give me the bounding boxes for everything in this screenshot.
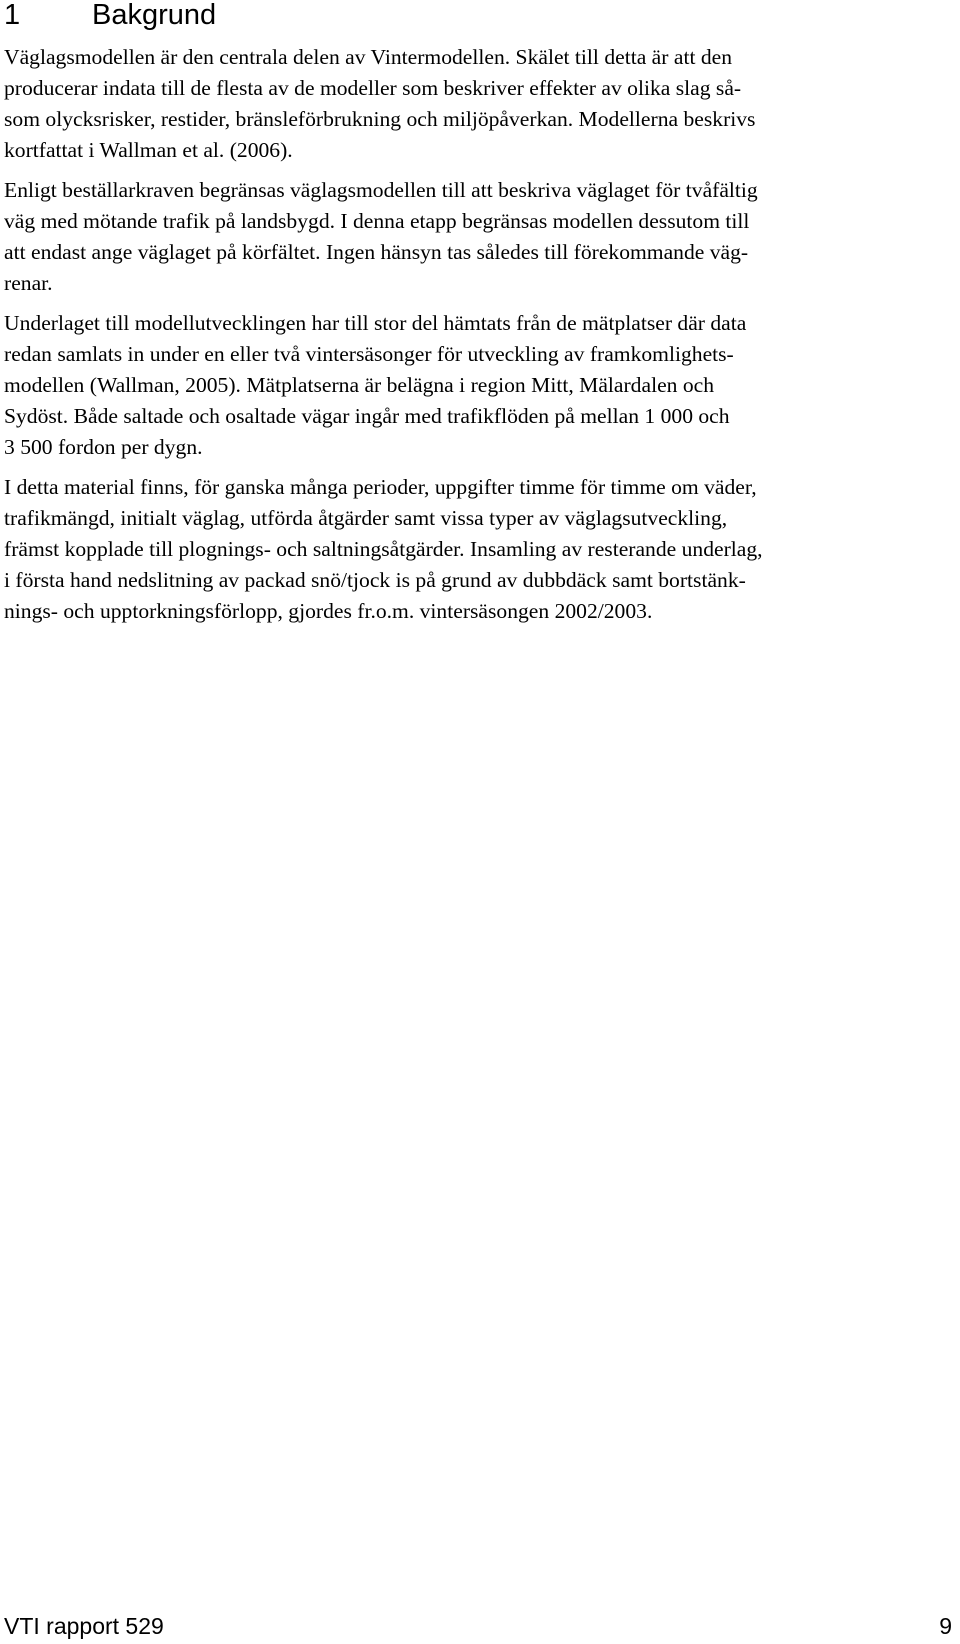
section-number: 1 xyxy=(4,0,21,31)
text-line: Väglagsmodellen är den centrala delen av Vintermodellen. Skälet till detta är att den xyxy=(4,45,733,69)
text-line: som olycksrisker, restider, bränsleförbrukning och miljöpåverkan. Modellerna beskrivs xyxy=(4,107,756,131)
text-line: Underlaget till modellutvecklingen har till stor del hämtats från de mätplatser där data xyxy=(4,311,747,335)
text-line: 3 500 fordon per dygn. xyxy=(4,435,203,459)
body-text xyxy=(4,42,954,636)
text-line: Sydöst. Både saltade och osaltade vägar ingår med trafikflöden på mellan 1 000 och xyxy=(4,404,730,428)
text-line: främst kopplade till plognings- och saltningsåtgärder. Insamling av resterande underlag, xyxy=(4,537,763,561)
text-line: I detta material finns, för ganska många perioder, uppgifter timme för timme om väder, xyxy=(4,475,757,499)
page-number: 9 xyxy=(939,1613,952,1639)
section-title: Bakgrund xyxy=(92,0,217,31)
text-line: trafikmängd, initialt väglag, utförda åtgärder samt vissa typer av väglagsutveckling, xyxy=(4,506,728,530)
paragraph xyxy=(4,308,954,463)
text-line: att endast ange väglaget på körfältet. Ingen hänsyn tas således till förekommande väg- xyxy=(4,240,749,264)
text-line: producerar indata till de flesta av de modeller som beskriver effekter av olika slag så- xyxy=(4,76,742,100)
text-line: väg med mötande trafik på landsbygd. I denna etapp begränsas modellen dessutom till xyxy=(4,209,750,233)
paragraph xyxy=(4,175,954,299)
text-line: nings- och upptorkningsförlopp, gjordes fr.o.m. vintersäsongen 2002/2003. xyxy=(4,599,653,623)
report-label: VTI rapport 529 xyxy=(4,1613,164,1639)
text-line: i första hand nedslitning av packad snö/tjock is på grund av dubbdäck samt bortstänk- xyxy=(4,568,746,592)
page-footer xyxy=(4,1611,952,1641)
paragraph xyxy=(4,472,954,627)
text-line: modellen (Wallman, 2005). Mätplatserna är belägna i region Mitt, Mälardalen och xyxy=(4,373,715,397)
text-line: kortfattat i Wallman et al. (2006). xyxy=(4,138,293,162)
text-line: Enligt beställarkraven begränsas väglagsmodellen till att beskriva väglaget för tvåfältig xyxy=(4,178,758,202)
section-heading xyxy=(4,0,216,30)
paragraph xyxy=(4,42,954,166)
text-line: redan samlats in under en eller två vintersäsonger för utveckling av framkomlighets- xyxy=(4,342,734,366)
text-line: renar. xyxy=(4,271,53,295)
